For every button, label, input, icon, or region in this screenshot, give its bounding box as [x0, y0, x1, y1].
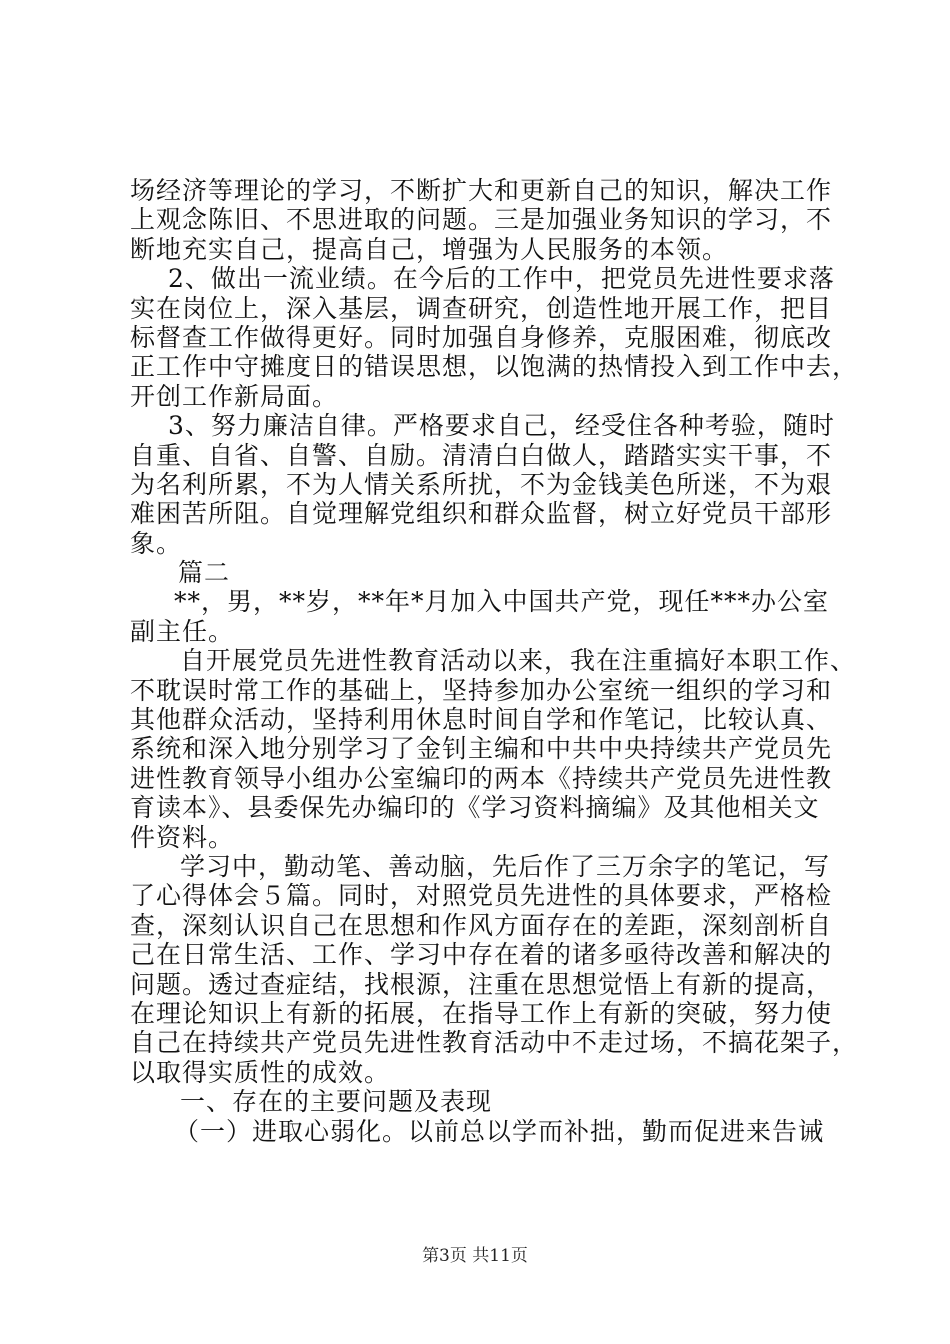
text-line: 上观念陈旧、不思进取的问题。三是加强业务知识的学习，不: [130, 205, 833, 235]
text-line: 开创工作新局面。: [130, 381, 339, 411]
text-line: 场经济等理论的学习，不断扩大和更新自己的知识，解决工作: [130, 176, 833, 205]
text-line: （一）进取心弱化。以前总以学而补拙，勤而促进来告诫: [174, 1116, 825, 1146]
text-line: 以取得实质性的成效。: [130, 1057, 391, 1087]
text-line: **，男，**岁，**年*月加入中国共产党，现任***办公室: [174, 587, 830, 617]
text-line: 实在岗位上，深入基层，调查研究，创造性地开展工作，把目: [130, 293, 833, 323]
text-line: 自重、自省、自警、自励。清清白白做人，踏踏实实干事，不: [130, 440, 833, 470]
text-line: 问题。透过查症结，找根源，注重在思想觉悟上有新的提高，: [130, 969, 833, 999]
text-line: 系统和深入地分别学习了金钊主编和中共中央持续共产党员先: [130, 734, 833, 764]
text-line: 其他群众活动，坚持利用休息时间自学和作笔记，比较认真、: [130, 705, 833, 735]
text-line: 己在日常生活、工作、学习中存在着的诸多亟待改善和解决的: [130, 940, 833, 970]
text-line: 难困苦所阻。自觉理解党组织和群众监督，树立好党员干部形: [130, 499, 833, 529]
text-line: 进性教育领导小组办公室编印的两本《持续共产党员先进性教: [130, 763, 833, 793]
document-body: [130, 176, 859, 1146]
text-line: 3、努力廉洁自律。严格要求自己，经受住各种考验，随时: [168, 411, 835, 441]
text-line: 不耽误时常工作的基础上，坚持参加办公室统一组织的学习和: [130, 675, 833, 705]
text-line: 查，深刻认识自己在思想和作风方面存在的差距，深刻剖析自: [130, 910, 833, 940]
section-heading: 一、存在的主要问题及表现: [180, 1087, 493, 1117]
text-line: 标督查工作做得更好。同时加强自身修养，克服困难，彻底改: [130, 322, 833, 352]
text-line: 2、做出一流业绩。在今后的工作中，把党员先进性要求落: [168, 264, 835, 294]
text-line: 副主任。: [130, 616, 235, 646]
text-line: 学习中，勤动笔、善动脑，先后作了三万余字的笔记，写: [180, 851, 831, 881]
section-heading: 篇二: [178, 558, 231, 588]
text-line: 正工作中守摊度日的错误思想，以饱满的热情投入到工作中去，: [130, 352, 859, 382]
text-line: 自开展党员先进性教育活动以来，我在注重搞好本职工作、: [180, 646, 857, 676]
text-line: 断地充实自己，提高自己，增强为人民服务的本领。: [130, 234, 729, 264]
text-line: 为名利所累，不为人情关系所扰，不为金钱美色所迷，不为艰: [130, 469, 833, 499]
page-number-footer: 第3页 共11页: [422, 1246, 528, 1266]
text-line: 件资料。: [130, 822, 235, 852]
text-line: 象。: [130, 528, 183, 558]
text-line: 自己在持续共产党员先进性教育活动中不走过场，不搞花架子，: [130, 1028, 859, 1058]
text-line: 在理论知识上有新的拓展，在指导工作上有新的突破，努力使: [130, 998, 833, 1028]
text-line: 了心得体会５篇。同时，对照党员先进性的具体要求，严格检: [130, 881, 833, 911]
text-line: 育读本》、县委保先办编印的《学习资料摘编》及其他相关文: [130, 793, 820, 823]
